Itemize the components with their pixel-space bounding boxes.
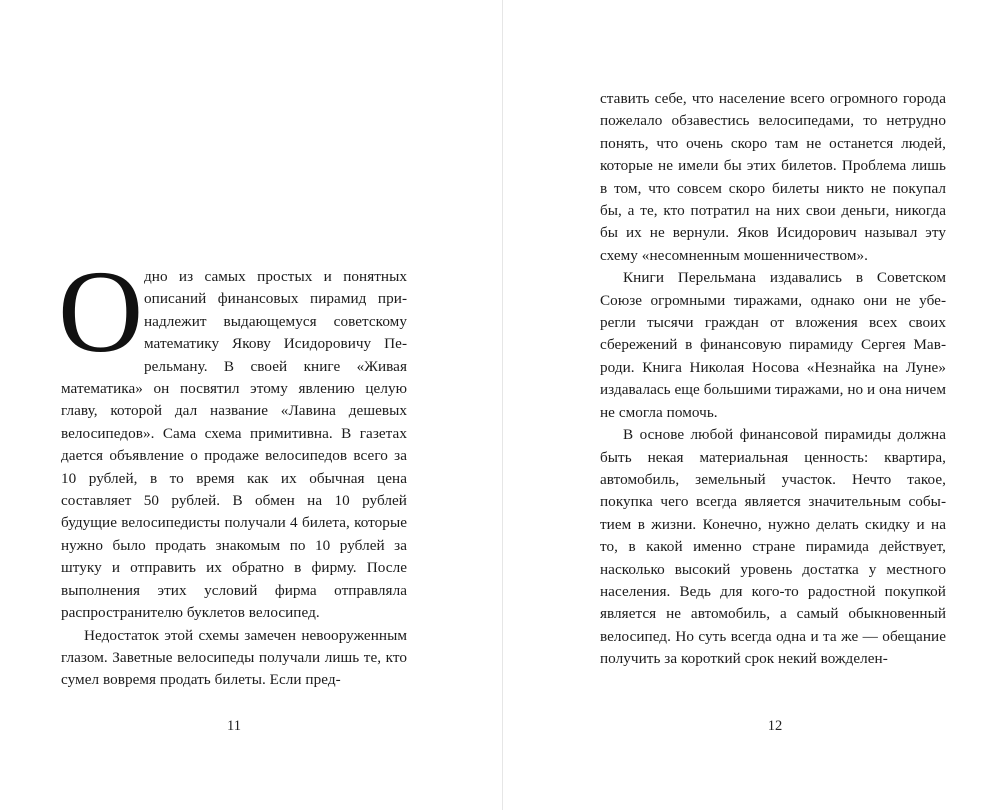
right-paragraph-1: ставить себе, что население всего огромного города пожелало обзавестись велосипедами, то нетрудно понять, что очень скоро там не останется людей, которые не имели бы этих билетов. Проблема лишь в том, что совсем скоро билеты никто не покупал бы, а те, кто потратил на них свои деньги, никогда бы их не вернули. Яков Исидорович называл эту схему «несомненным мошенничеством». bbox=[600, 90, 946, 264]
left-paragraph-1 bbox=[58, 246, 407, 625]
page-number-right: 12 bbox=[767, 718, 783, 734]
right-page-text bbox=[600, 88, 946, 671]
left-page-text bbox=[58, 246, 407, 692]
left-paragraph-1-text: дно из самых простых и понятных описаний финансовых пирамид принадлежит выдающемуся советскому математику Якову Исидоровичу Перельману. В своей книге «Живая математика» он посвятил этому явлению целую главу, которой дал название «Лавина дешевых велосипедов». Сама схема примитивна. В газетах дается объявление о продаже велосипедов всего за 10 рублей, в то время как их обычная цена составляет 50 рублей. В обмен на 10 рублей будущие велосипедисты получали 4 билета, которые нужно было продать знакомым по 10 рублей за штуку и отправить их обратно в фирму. После выполнения этих условий фирма отправляла распространителю буклетов велосипед. bbox=[61, 268, 407, 622]
right-paragraph-3: В основе любой финансовой пирамиды должна быть некая материальная ценность: квартира, автомобиль, земельный участок. Нечто такое, покупка чего всегда является значительным событием в жизни. Конечно, нужно делать скидку и на то, в какой именно стране пирамида действует, насколько высокий уровень достатка у местного населения. Ведь для кого-то радостной покупкой является не автомобиль, а самый обыкновенный велосипед. Но суть всегда одна и та же — обещание получить за короткий срок некий вожделен- bbox=[600, 426, 946, 668]
left-paragraph-2: Недостаток этой схемы замечен невооруженным глазом. Заветные велосипеды получали лишь те, кто сумел вовремя продать билеты. Если пред- bbox=[61, 626, 407, 689]
page-number-left: 11 bbox=[227, 718, 241, 734]
left-page bbox=[0, 0, 502, 810]
right-page bbox=[503, 0, 1005, 810]
drop-cap: О bbox=[58, 246, 144, 377]
right-paragraph-2: Книги Перельмана издавались в Советском Союзе огромными тиражами, однако они не уберегли тысячи граждан от вложения всех своих сбережений в финансовую пирамиду Сергея Мавроди. Книга Николая Носова «Незнайка на Луне» издавалась еще большими тиражами, но и она ничем не смогла помочь. bbox=[600, 269, 946, 421]
